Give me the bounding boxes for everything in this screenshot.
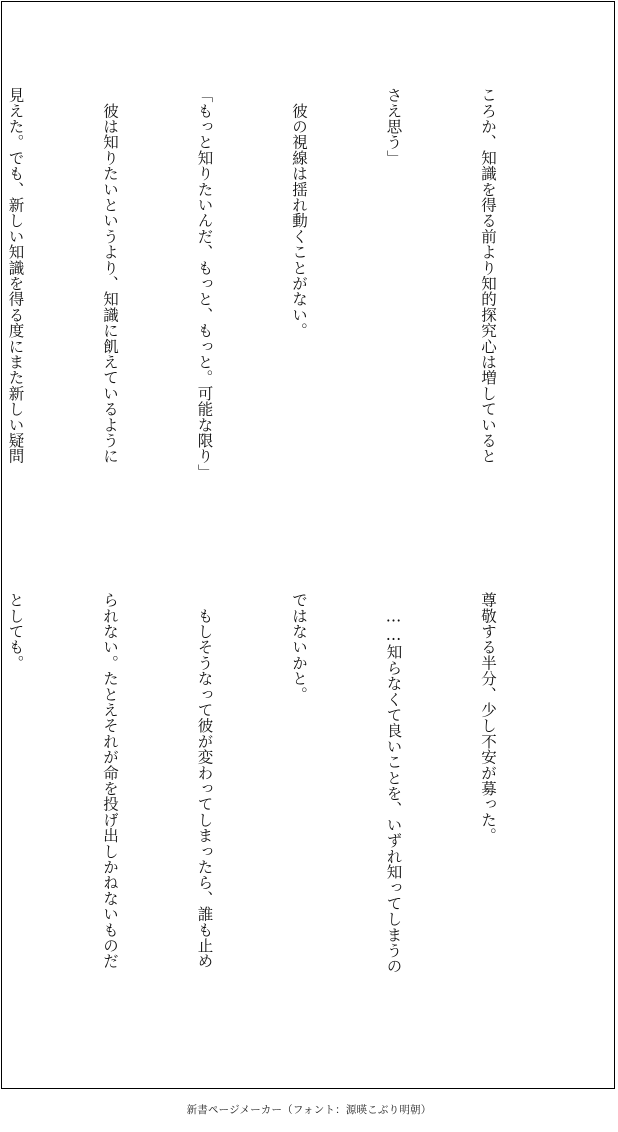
text-line: さえ思う」 — [384, 87, 403, 166]
text-line: ころか、知識を得る前より知的探究心は増していると — [479, 87, 497, 464]
text-line: られない。たとえそれが命を投げ出しかねないものだ — [101, 592, 119, 969]
text-line: ……知らなくて良いことを、いずれ知ってしまうの — [384, 592, 403, 974]
page-frame — [1, 1, 615, 1089]
upper-text-block — [0, 87, 566, 537]
text-line: 彼の視線は揺れ動くことがない。 — [290, 87, 308, 339]
text-line: 「もっと知りたいんだ、もっと、もっと。可能な限り」 — [195, 87, 214, 480]
text-line: 尊敬する半分、少し不安が募った。 — [479, 592, 497, 844]
lower-text-block — [0, 592, 566, 1042]
text-line: としても。 — [6, 592, 25, 671]
footer-caption: 新書ページメーカー（フォント：源暎こぶり明朝） — [186, 1104, 432, 1116]
text-line: 見えた。でも、新しい知識を得る度にまた新しい疑問 — [6, 87, 25, 464]
text-line: もしそうなって彼が変わってしまったら、誰も止め — [195, 592, 214, 969]
text-line: 彼は知りたいというより、知識に飢えているように — [101, 87, 119, 464]
text-line: ではないかと。 — [290, 592, 308, 702]
